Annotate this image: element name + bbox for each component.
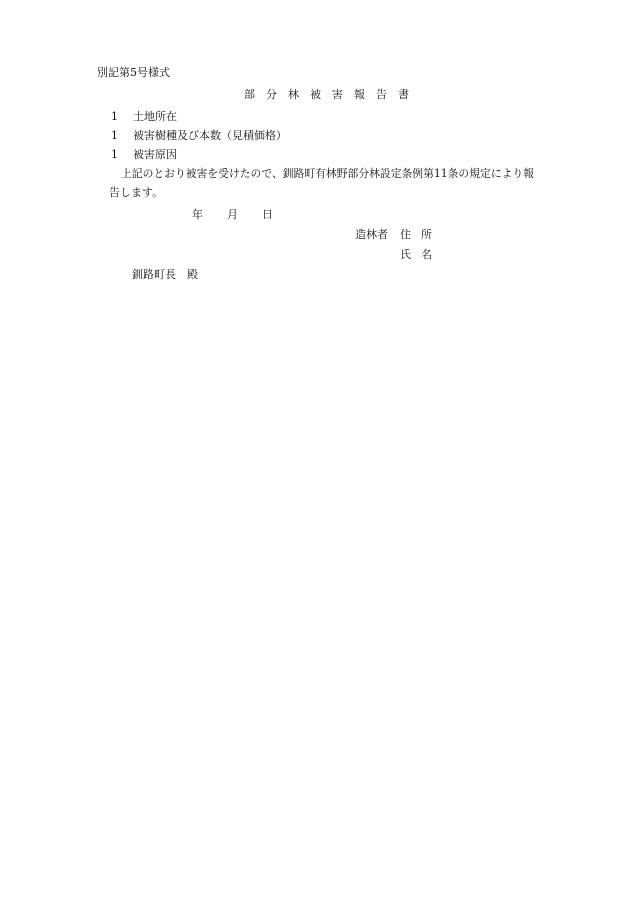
- item-number: 1: [111, 148, 118, 161]
- date-year: 年: [192, 208, 203, 221]
- item-label: 被害原因: [133, 148, 177, 161]
- item-label: 被害樹種及び本数（見積価格）: [133, 129, 287, 142]
- addressee-name: 釧路町長: [132, 268, 176, 281]
- date-month: 月: [227, 208, 238, 221]
- body-text-line-1: 上記のとおり被害を受けたので、釧路町有林野部分林設定条例第11条の規定により報: [121, 167, 535, 180]
- item-damaged-trees: [111, 129, 287, 143]
- item-number: 1: [111, 110, 118, 123]
- signer-address-label: 住所: [400, 228, 442, 241]
- body-text-line-2: 告します。: [109, 186, 164, 199]
- addressee: [132, 268, 198, 282]
- addressee-honorific: 殿: [187, 268, 198, 281]
- item-label: 土地所在: [133, 110, 177, 123]
- item-number: 1: [111, 129, 118, 142]
- signer-role: 造林者: [355, 228, 388, 241]
- item-land-location: [111, 110, 177, 124]
- document-title: 部分林被害報告書: [244, 88, 420, 101]
- date-day: 日: [262, 208, 273, 221]
- form-number-label: 別記第5号様式: [97, 66, 170, 79]
- item-damage-cause: [111, 148, 177, 162]
- signer-name-label: 氏名: [400, 248, 442, 261]
